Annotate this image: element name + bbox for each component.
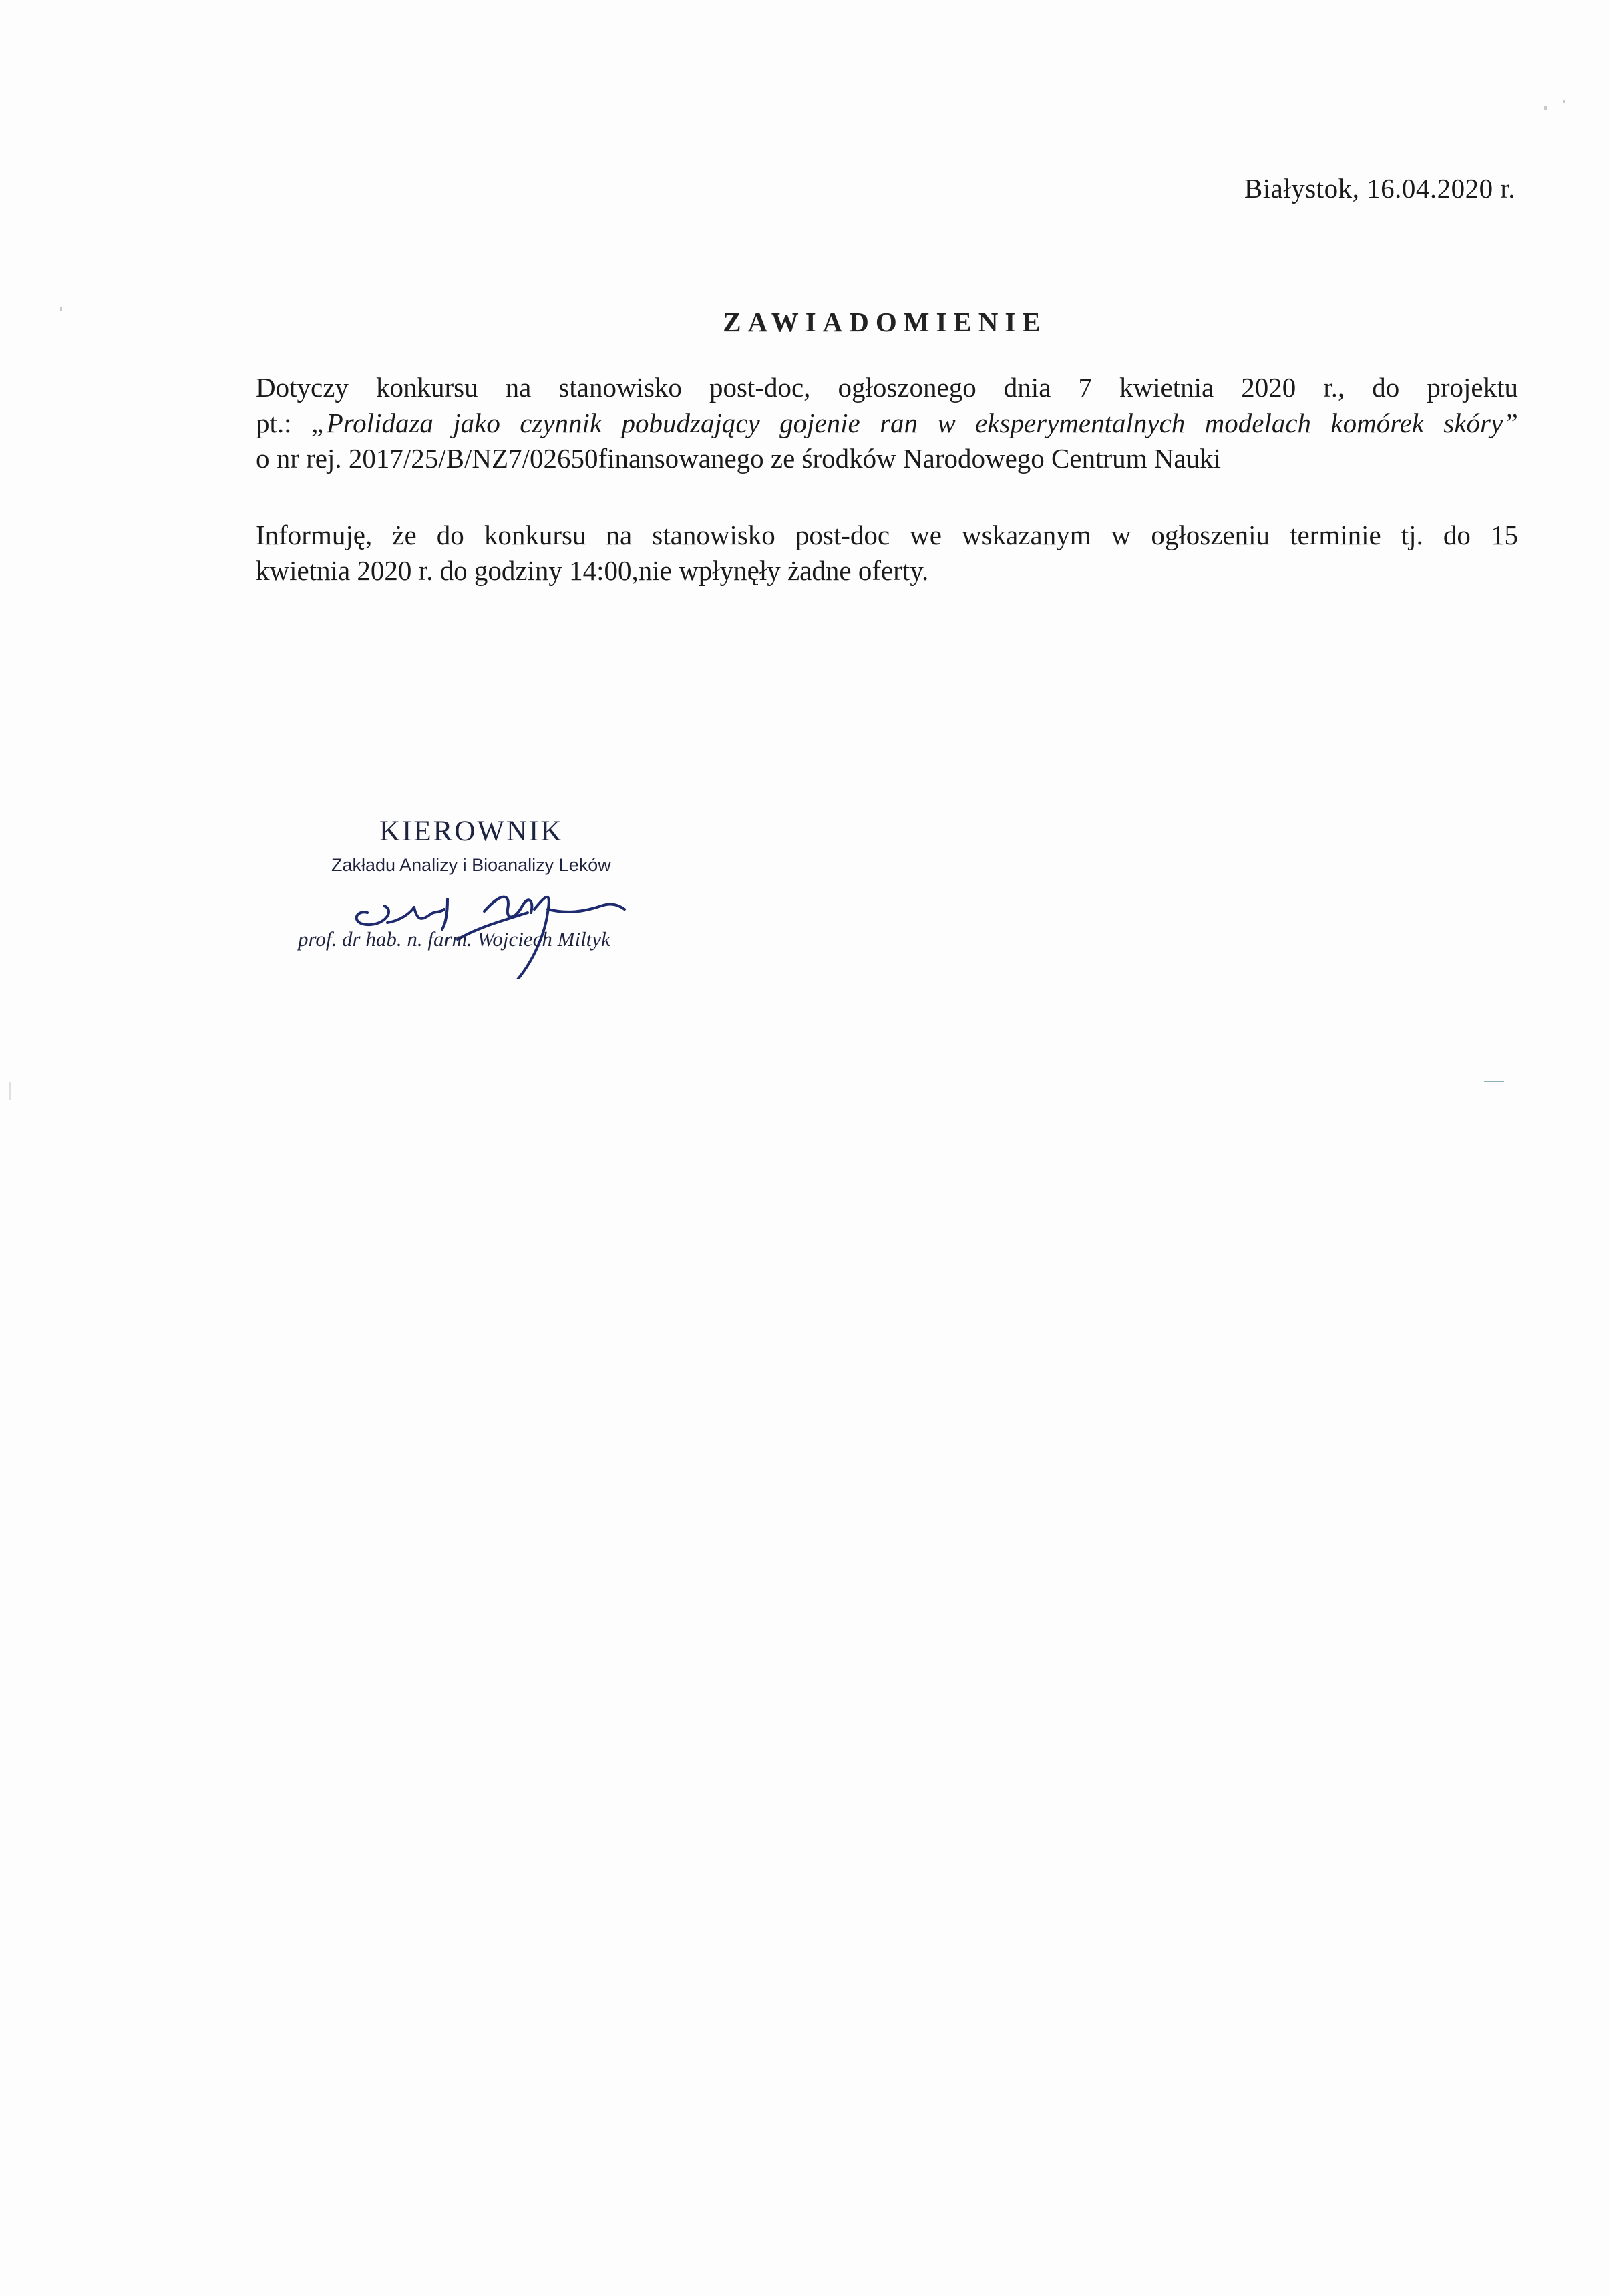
signatory-name: prof. dr hab. n. farm. Wojciech Miltyk bbox=[298, 927, 610, 951]
paragraph-line: Dotyczy konkursu na stanowisko post-doc, ogłoszonego dnia 7 kwietnia 2020 r., do projektu bbox=[256, 372, 1518, 403]
paragraph-information bbox=[256, 518, 1518, 589]
paragraph-subject bbox=[256, 370, 1518, 476]
paragraph-line: o nr rej. 2017/25/B/NZ7/02650finansowanego ze środków Narodowego Centrum Nauki bbox=[256, 443, 1221, 474]
scan-speck bbox=[9, 1082, 11, 1100]
project-title: „Prolidaza jako czynnik pobudzający gojenie ran w eksperymentalnych modelach komórek skóry” bbox=[311, 407, 1518, 438]
scan-speck bbox=[60, 307, 62, 311]
signatory-role: KIEROWNIK bbox=[379, 816, 564, 847]
signature-stamp bbox=[294, 815, 695, 969]
place-date: Białystok, 16.04.2020 r. bbox=[1244, 173, 1515, 204]
handwritten-signature bbox=[347, 872, 628, 979]
scan-speck bbox=[1544, 106, 1547, 110]
paragraph-line bbox=[256, 405, 1518, 441]
document-title: ZAWIADOMIENIE bbox=[723, 307, 1047, 337]
paragraph-line: kwietnia 2020 r. do godziny 14:00,nie wpłynęły żadne oferty. bbox=[256, 555, 929, 586]
signatory-department: Zakładu Analizy i Bioanalizy Leków bbox=[331, 855, 611, 875]
paragraph-line: Informuję, że do konkursu na stanowisko post-doc we wskazanym w ogłoszeniu terminie tj. do 15 bbox=[256, 520, 1518, 550]
scan-speck bbox=[1563, 100, 1565, 103]
scan-speck bbox=[1484, 1081, 1504, 1082]
project-prefix: pt.: bbox=[256, 407, 311, 438]
